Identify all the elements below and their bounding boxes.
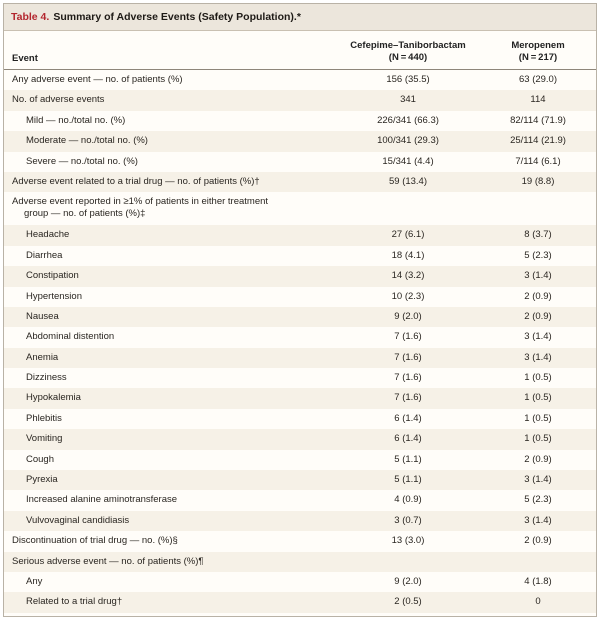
table-row — [4, 70, 596, 90]
table-row — [4, 388, 596, 408]
cefepime-value: 10 (2.3) — [391, 290, 425, 302]
event-cell: Hypertension — [26, 290, 82, 302]
event-cell: Anemia — [26, 351, 59, 363]
event-cell: Headache — [26, 229, 70, 241]
header-cefepime-n: (N = 440) — [388, 52, 428, 63]
table-title-bar — [4, 4, 596, 31]
table-row — [4, 90, 596, 110]
table-row — [4, 192, 596, 225]
cefepime-value: 15/341 (4.4) — [382, 155, 434, 167]
table-row — [4, 511, 596, 531]
meropenem-value: 114 — [530, 94, 546, 106]
cefepime-value: 14 (3.2) — [391, 270, 425, 282]
event-cell: Vulvovaginal candidiasis — [26, 514, 130, 526]
header-meropenem — [482, 40, 594, 64]
event-cell: Any — [26, 575, 43, 587]
event-cell: Mild — no./total no. (%) — [26, 114, 126, 126]
table-row — [4, 348, 596, 368]
cefepime-value: 9 (2.0) — [394, 575, 422, 587]
meropenem-value: 82/114 (71.9) — [510, 114, 566, 126]
table-row — [4, 246, 596, 266]
cefepime-value: 59 (13.4) — [388, 175, 428, 187]
table-body — [4, 70, 596, 613]
event-cell: No. of adverse events — [12, 94, 105, 106]
meropenem-value: 25/114 (21.9) — [510, 135, 566, 147]
event-cell: Hypokalemia — [26, 392, 81, 404]
event-cell: Abdominal distention — [26, 331, 115, 343]
cefepime-value: 4 (0.9) — [394, 494, 422, 506]
event-cell: Serious adverse event — no. of patients (%)¶ — [12, 555, 204, 567]
meropenem-value: 1 (0.5) — [524, 372, 552, 384]
cefepime-value: 9 (2.0) — [394, 310, 422, 322]
table-row — [4, 592, 596, 612]
event-cell: Related to a trial drug† — [26, 596, 123, 608]
event-cell: Cough — [26, 453, 54, 465]
event-cell: Any adverse event — no. of patients (%) — [12, 74, 183, 85]
meropenem-value: 2 (0.9) — [524, 453, 552, 465]
cefepime-value: 7 (1.6) — [394, 372, 422, 384]
event-cell-line1: Adverse event reported in ≥1% of patients in either treatment — [12, 196, 269, 208]
event-cell — [12, 196, 332, 220]
event-cell: Pyrexia — [26, 474, 58, 486]
cefepime-value: 100/341 (29.3) — [377, 135, 439, 147]
meropenem-value: 5 (2.3) — [524, 494, 552, 506]
table-row — [4, 287, 596, 307]
table-row — [4, 450, 596, 470]
event-cell: Diarrhea — [26, 249, 63, 261]
cefepime-value: 341 — [400, 94, 416, 106]
event-cell: Vomiting — [26, 433, 63, 445]
meropenem-value: 5 (2.3) — [524, 249, 552, 261]
table-row — [4, 531, 596, 551]
meropenem-value: 2 (0.9) — [524, 535, 552, 547]
cefepime-value: 2 (0.5) — [394, 596, 422, 608]
table-row — [4, 172, 596, 192]
meropenem-value: 4 (1.8) — [524, 575, 552, 587]
table-title: Summary of Adverse Events (Safety Population).* — [53, 11, 301, 23]
adverse-events-table — [3, 3, 597, 617]
header-cefepime-name: Cefepime–Taniborbactam — [350, 40, 466, 51]
header-cefepime — [334, 40, 482, 64]
table-row — [4, 131, 596, 151]
cefepime-value: 18 (4.1) — [391, 249, 425, 261]
meropenem-value: 1 (0.5) — [524, 433, 552, 445]
cefepime-value: 5 (1.1) — [394, 453, 422, 465]
cefepime-value: 156 (35.5) — [386, 74, 430, 85]
table-row — [4, 111, 596, 131]
event-cell: Phlebitis — [26, 412, 62, 424]
table-header — [4, 31, 596, 70]
meropenem-value: 0 — [535, 596, 541, 608]
event-cell: Adverse event related to a trial drug — no. of patients (%)† — [12, 175, 260, 187]
cefepime-value: 7 (1.6) — [394, 331, 422, 343]
meropenem-value: 3 (1.4) — [524, 331, 552, 343]
table-row — [4, 552, 596, 572]
cefepime-value: 3 (0.7) — [394, 514, 422, 526]
table-row — [4, 152, 596, 172]
table-row — [4, 266, 596, 286]
meropenem-value: 63 (29.0) — [518, 74, 558, 85]
event-cell: Dizziness — [26, 372, 67, 384]
event-cell: Increased alanine aminotransferase — [26, 494, 178, 506]
table-row — [4, 470, 596, 490]
header-meropenem-n: (N = 217) — [518, 52, 558, 63]
event-cell: Severe — no./total no. (%) — [26, 155, 138, 167]
cefepime-value: 7 (1.6) — [394, 392, 422, 404]
table-row — [4, 490, 596, 510]
table-row — [4, 409, 596, 429]
table-row — [4, 327, 596, 347]
cefepime-value: 27 (6.1) — [391, 229, 425, 241]
table-row — [4, 225, 596, 245]
event-cell: Constipation — [26, 270, 79, 282]
event-cell: Moderate — no./total no. (%) — [26, 135, 148, 147]
table-row — [4, 307, 596, 327]
meropenem-value: 1 (0.5) — [524, 412, 552, 424]
table-label: Table 4. — [11, 11, 50, 23]
meropenem-value: 3 (1.4) — [524, 474, 552, 486]
meropenem-value: 3 (1.4) — [524, 270, 552, 282]
event-cell-line2: group — no. of patients (%)‡ — [24, 208, 146, 220]
meropenem-value: 7/114 (6.1) — [515, 155, 561, 167]
meropenem-value: 1 (0.5) — [524, 392, 552, 404]
meropenem-value: 19 (8.8) — [521, 175, 555, 187]
cefepime-value: 6 (1.4) — [394, 412, 422, 424]
header-event: Event — [12, 53, 38, 64]
meropenem-value: 3 (1.4) — [524, 514, 552, 526]
table-row — [4, 429, 596, 449]
event-cell: Nausea — [26, 310, 59, 322]
cefepime-value: 13 (3.0) — [391, 535, 425, 547]
table-row — [4, 368, 596, 388]
meropenem-value: 8 (3.7) — [524, 229, 552, 241]
table-row — [4, 572, 596, 592]
meropenem-value: 3 (1.4) — [524, 351, 552, 363]
cefepime-value: 6 (1.4) — [394, 433, 422, 445]
event-cell: Discontinuation of trial drug — no. (%)§ — [12, 535, 178, 547]
meropenem-value: 2 (0.9) — [524, 290, 552, 302]
meropenem-value: 2 (0.9) — [524, 310, 552, 322]
header-meropenem-name: Meropenem — [511, 40, 565, 51]
cefepime-value: 226/341 (66.3) — [377, 114, 439, 126]
cefepime-value: 5 (1.1) — [394, 474, 422, 486]
cefepime-value: 7 (1.6) — [394, 351, 422, 363]
